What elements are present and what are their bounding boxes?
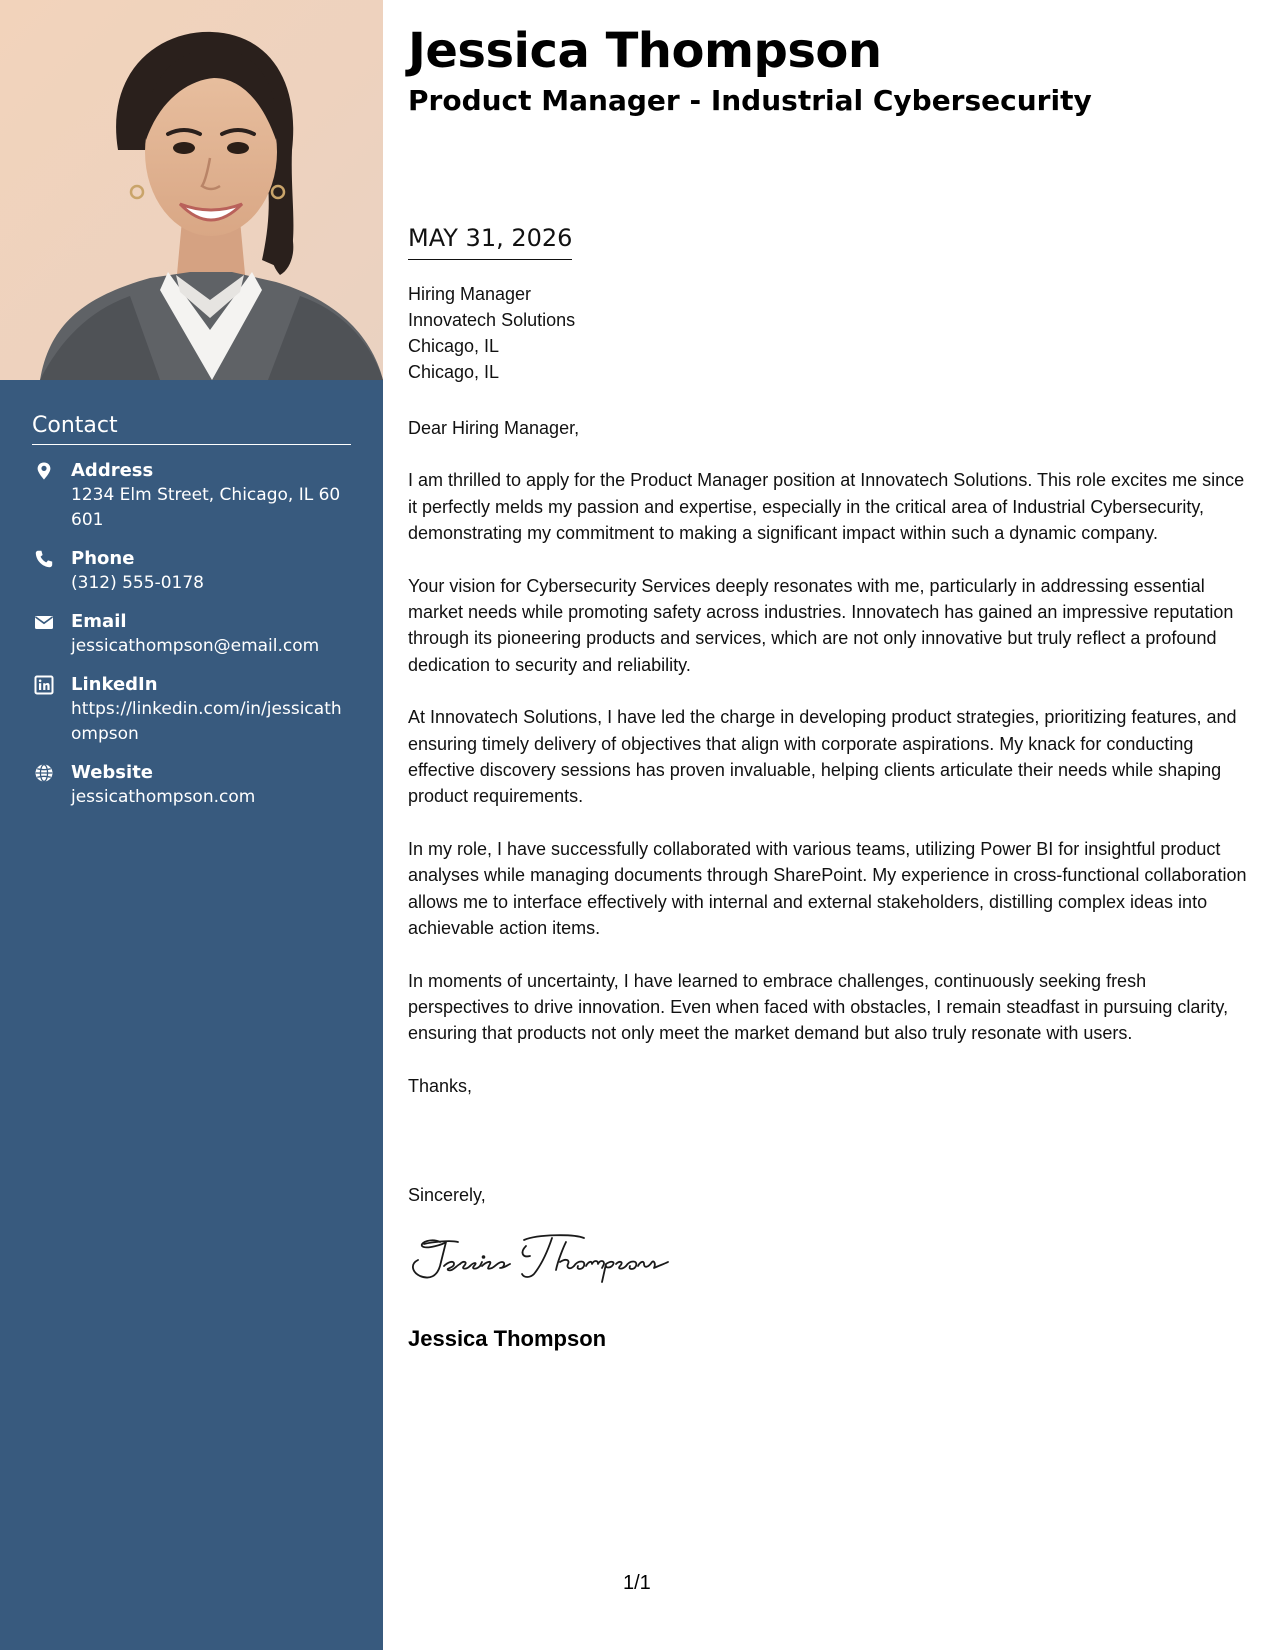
linkedin-label: LinkedIn: [71, 674, 158, 695]
linkedin-value[interactable]: https://linkedin.com/in/jessicathompson: [71, 699, 342, 744]
contact-item-website: [32, 761, 351, 810]
linkedin-icon: [34, 675, 54, 695]
contact-section: [32, 412, 351, 824]
letter-date: MAY 31, 2026: [408, 222, 572, 260]
contact-item-linkedin: [32, 673, 351, 747]
phone-value: (312) 555-0178: [71, 573, 204, 593]
sidebar: [0, 0, 383, 1650]
email-value[interactable]: jessicathompson@email.com: [71, 636, 320, 656]
salutation: Dear Hiring Manager,: [408, 418, 580, 438]
letter-paragraph: In moments of uncertainty, I have learned to embrace challenges, continuously seeking fresh perspectives to drive innovation. Even when faced with obstacles, I remain steadfast in pursuing clarity, ensuring that products not only meet the market demand but also truly resonate with users.: [408, 970, 1229, 1044]
website-value[interactable]: jessicathompson.com: [71, 787, 256, 807]
address-label: Address: [71, 460, 154, 481]
website-label: Website: [71, 762, 154, 783]
email-label: Email: [71, 611, 127, 632]
signer-name: Jessica Thompson: [408, 1326, 607, 1351]
recipient-line: Chicago, IL: [408, 362, 500, 382]
contact-item-phone: [32, 547, 351, 596]
recipient-line: Hiring Manager: [408, 284, 532, 304]
profile-photo: [0, 0, 383, 380]
phone-label: Phone: [71, 548, 135, 569]
closing-sincerely: Sincerely,: [408, 1185, 486, 1205]
letter-paragraph: I am thrilled to apply for the Product Manager position at Innovatech Solutions. This role excites me since it perfectly melds my passion and expertise, especially in the critical area of Industrial Cybersecurity, demonstrating my commitment to making a significant impact within such a dynamic company.: [408, 470, 1245, 544]
page-number: 1/1: [623, 1572, 651, 1594]
phone-icon: [34, 549, 54, 569]
address-value: 1234 Elm Street, Chicago, IL 60601: [71, 485, 341, 530]
applicant-title: Product Manager - Industrial Cybersecurity: [408, 84, 1092, 117]
contact-item-email: [32, 610, 351, 659]
recipient-line: Innovatech Solutions: [408, 310, 576, 330]
letter-body: [408, 415, 1248, 1125]
contact-heading: Contact: [32, 412, 351, 445]
recipient-line: Chicago, IL: [408, 336, 500, 356]
envelope-icon: [34, 612, 54, 632]
contact-item-address: [32, 459, 351, 533]
map-pin-icon: [34, 461, 54, 481]
thanks-line: Thanks,: [408, 1075, 473, 1096]
letter-paragraph: In my role, I have successfully collaborated with various teams, utilizing Power BI for insightful product analyses while managing documents through SharePoint. My experience in cross-functional collaboration allows me to interface effectively with internal and external stakeholders, distilling complex ideas into achievable action items.: [408, 838, 1247, 939]
letter-paragraph: At Innovatech Solutions, I have led the charge in developing product strategies, prioritizing features, and ensuring timely delivery of objectives that align with corporate aspirations. My knack for conducting effective discovery sessions has proven invaluable, helping clients articulate their needs while shaping product requirements.: [408, 707, 1237, 807]
applicant-name: Jessica Thompson: [408, 23, 882, 79]
letter-paragraph: Your vision for Cybersecurity Services deeply resonates with me, particularly in addressing essential market needs while promoting safety across industries. Innovatech has gained an impressive reputation through its pioneering products and services, which are not only innovative but truly reflect a profound dedication to security and reliability.: [408, 575, 1234, 675]
globe-icon: [34, 763, 54, 783]
recipient-block: [408, 281, 575, 385]
handwritten-signature: [406, 1232, 681, 1288]
